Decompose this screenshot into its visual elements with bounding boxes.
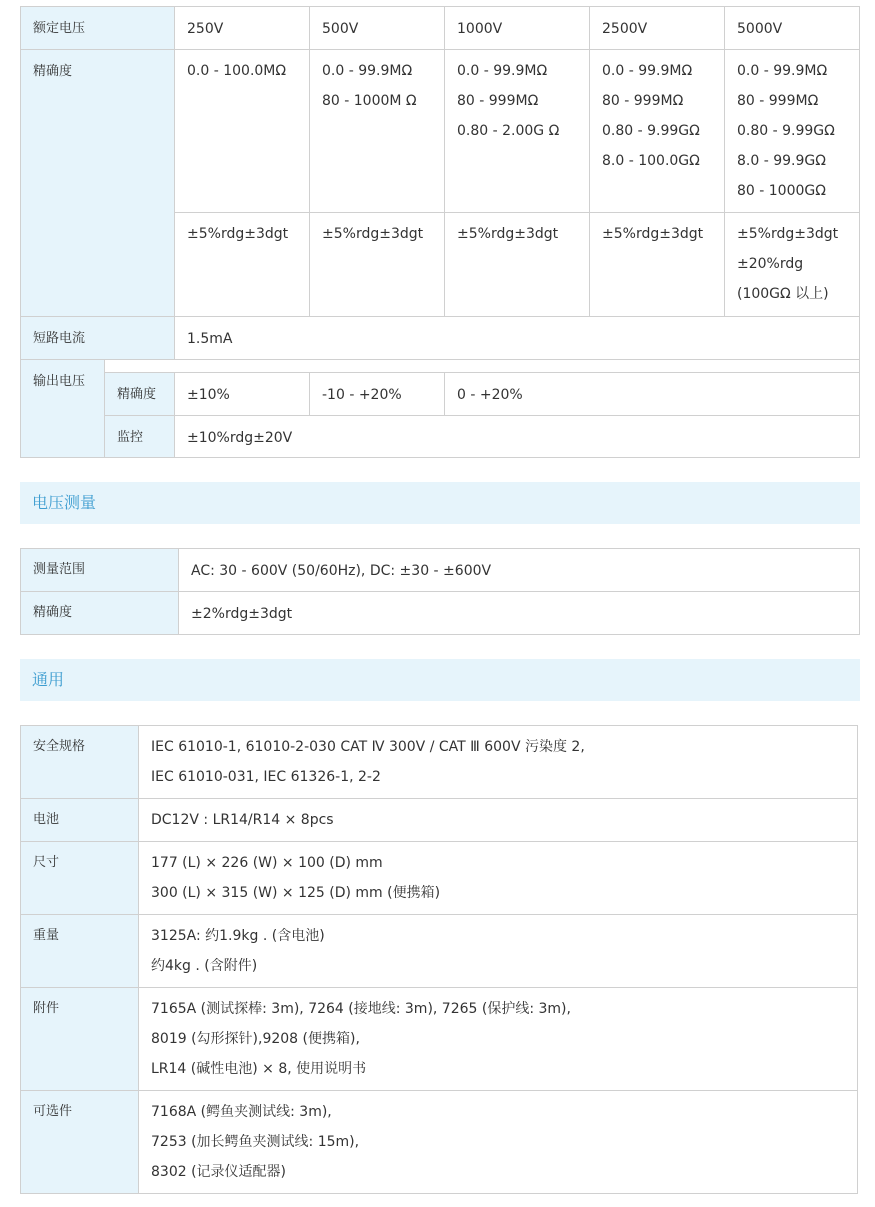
range-line: 0.0 - 99.9MΩ <box>602 63 693 79</box>
general-row-value <box>139 988 858 1091</box>
accuracy-line: ±5%rdg±3dgt <box>322 226 424 242</box>
range-line: 0.0 - 99.9MΩ <box>737 63 828 79</box>
voltage-header: 2500V <box>590 7 725 50</box>
accuracy-label: 精确度 <box>21 50 175 317</box>
range-cell-250v <box>175 50 310 213</box>
accuracy-line: ±20%rdg <box>737 256 804 272</box>
voltage-row-value: ±2%rdg±3dgt <box>179 592 860 635</box>
general-row-label: 电池 <box>21 799 139 842</box>
general-row-value <box>139 799 858 842</box>
range-line: 80 - 999MΩ <box>602 93 684 109</box>
voltage-header: 5000V <box>725 7 860 50</box>
voltage-row-value: AC: 30 - 600V (50/60Hz), DC: ±30 - ±600V <box>179 549 860 592</box>
general-line: IEC 61010-1, 61010-2-030 CAT Ⅳ 300V / CAT Ⅲ 600V 污染度 2, <box>151 739 585 755</box>
general-row-label: 尺寸 <box>21 842 139 915</box>
rated-voltage-label: 额定电压 <box>21 7 175 50</box>
insulation-spec-table <box>20 6 860 458</box>
monitor-value: ±10%rdg±20V <box>175 416 860 458</box>
voltage-row-label: 精确度 <box>21 592 179 635</box>
voltage-header: 1000V <box>445 7 590 50</box>
accuracy-cell-1000v <box>445 213 590 317</box>
general-line: 177 (L) × 226 (W) × 100 (D) mm <box>151 855 383 871</box>
accuracy-line: ±5%rdg±3dgt <box>737 226 839 242</box>
accuracy-line: ±5%rdg±3dgt <box>187 226 289 242</box>
general-line: IEC 61010-031, IEC 61326-1, 2-2 <box>151 769 381 785</box>
accuracy-cell-500v <box>310 213 445 317</box>
output-spacer <box>105 360 860 373</box>
general-row-value <box>139 1091 858 1194</box>
range-cell-500v <box>310 50 445 213</box>
range-line: 8.0 - 100.0GΩ <box>602 153 700 169</box>
general-row-label: 可选件 <box>21 1091 139 1194</box>
range-cell-2500v <box>590 50 725 213</box>
range-cell-1000v <box>445 50 590 213</box>
accuracy-cell-5000v <box>725 213 860 317</box>
general-row-label: 附件 <box>21 988 139 1091</box>
general-line: DC12V : LR14/R14 × 8pcs <box>151 812 334 828</box>
range-line: 0.80 - 9.99GΩ <box>737 123 835 139</box>
general-row-label: 重量 <box>21 915 139 988</box>
short-circuit-value: 1.5mA <box>175 317 860 360</box>
output-accuracy-1000v-plus: 0 - +20% <box>445 373 860 416</box>
general-line: 8019 (勾形探针),9208 (便携箱), <box>151 1031 360 1047</box>
general-row-value <box>139 915 858 988</box>
output-voltage-label: 输出电压 <box>21 360 105 458</box>
general-line: 7165A (测试探棒: 3m), 7264 (接地线: 3m), 7265 (保护线: 3m), <box>151 1001 571 1017</box>
range-cell-5000v <box>725 50 860 213</box>
general-line: LR14 (碱性电池) × 8, 使用说明书 <box>151 1061 367 1077</box>
range-line: 0.0 - 99.9MΩ <box>322 63 413 79</box>
range-line: 0.80 - 2.00G Ω <box>457 123 560 139</box>
voltage-spec-table <box>20 548 860 635</box>
output-accuracy-500v: -10 - +20% <box>310 373 445 416</box>
range-line: 80 - 1000M Ω <box>322 93 417 109</box>
accuracy-cell-2500v <box>590 213 725 317</box>
general-line: 约4kg . (含附件) <box>151 958 258 974</box>
voltage-header: 250V <box>175 7 310 50</box>
range-line: 80 - 1000GΩ <box>737 183 826 199</box>
voltage-section-title: 电压测量 <box>20 482 860 524</box>
range-line: 0.80 - 9.99GΩ <box>602 123 700 139</box>
general-line: 300 (L) × 315 (W) × 125 (D) mm (便携箱) <box>151 885 441 901</box>
accuracy-line: (100GΩ 以上) <box>737 286 829 302</box>
general-spec-table <box>20 725 858 1194</box>
range-line: 0.0 - 99.9MΩ <box>457 63 548 79</box>
accuracy-cell-250v <box>175 213 310 317</box>
range-line: 80 - 999MΩ <box>737 93 819 109</box>
monitor-label: 监控 <box>105 416 175 458</box>
accuracy-line: ±5%rdg±3dgt <box>602 226 704 242</box>
general-line: 3125A: 约1.9kg . (含电池) <box>151 928 325 944</box>
general-row-value <box>139 726 858 799</box>
short-circuit-label: 短路电流 <box>21 317 175 360</box>
general-line: 7253 (加长鳄鱼夹测试线: 15m), <box>151 1134 360 1150</box>
general-line: 7168A (鳄鱼夹测试线: 3m), <box>151 1104 332 1120</box>
range-line: 0.0 - 100.0MΩ <box>187 63 287 79</box>
general-row-value <box>139 842 858 915</box>
voltage-row-label: 测量范围 <box>21 549 179 592</box>
voltage-header: 500V <box>310 7 445 50</box>
accuracy-line: ±5%rdg±3dgt <box>457 226 559 242</box>
range-line: 8.0 - 99.9GΩ <box>737 153 826 169</box>
general-section-title: 通用 <box>20 659 860 701</box>
general-row-label: 安全规格 <box>21 726 139 799</box>
output-accuracy-250v: ±10% <box>175 373 310 416</box>
general-line: 8302 (记录仪适配器) <box>151 1164 287 1180</box>
output-accuracy-label: 精确度 <box>105 373 175 416</box>
range-line: 80 - 999MΩ <box>457 93 539 109</box>
